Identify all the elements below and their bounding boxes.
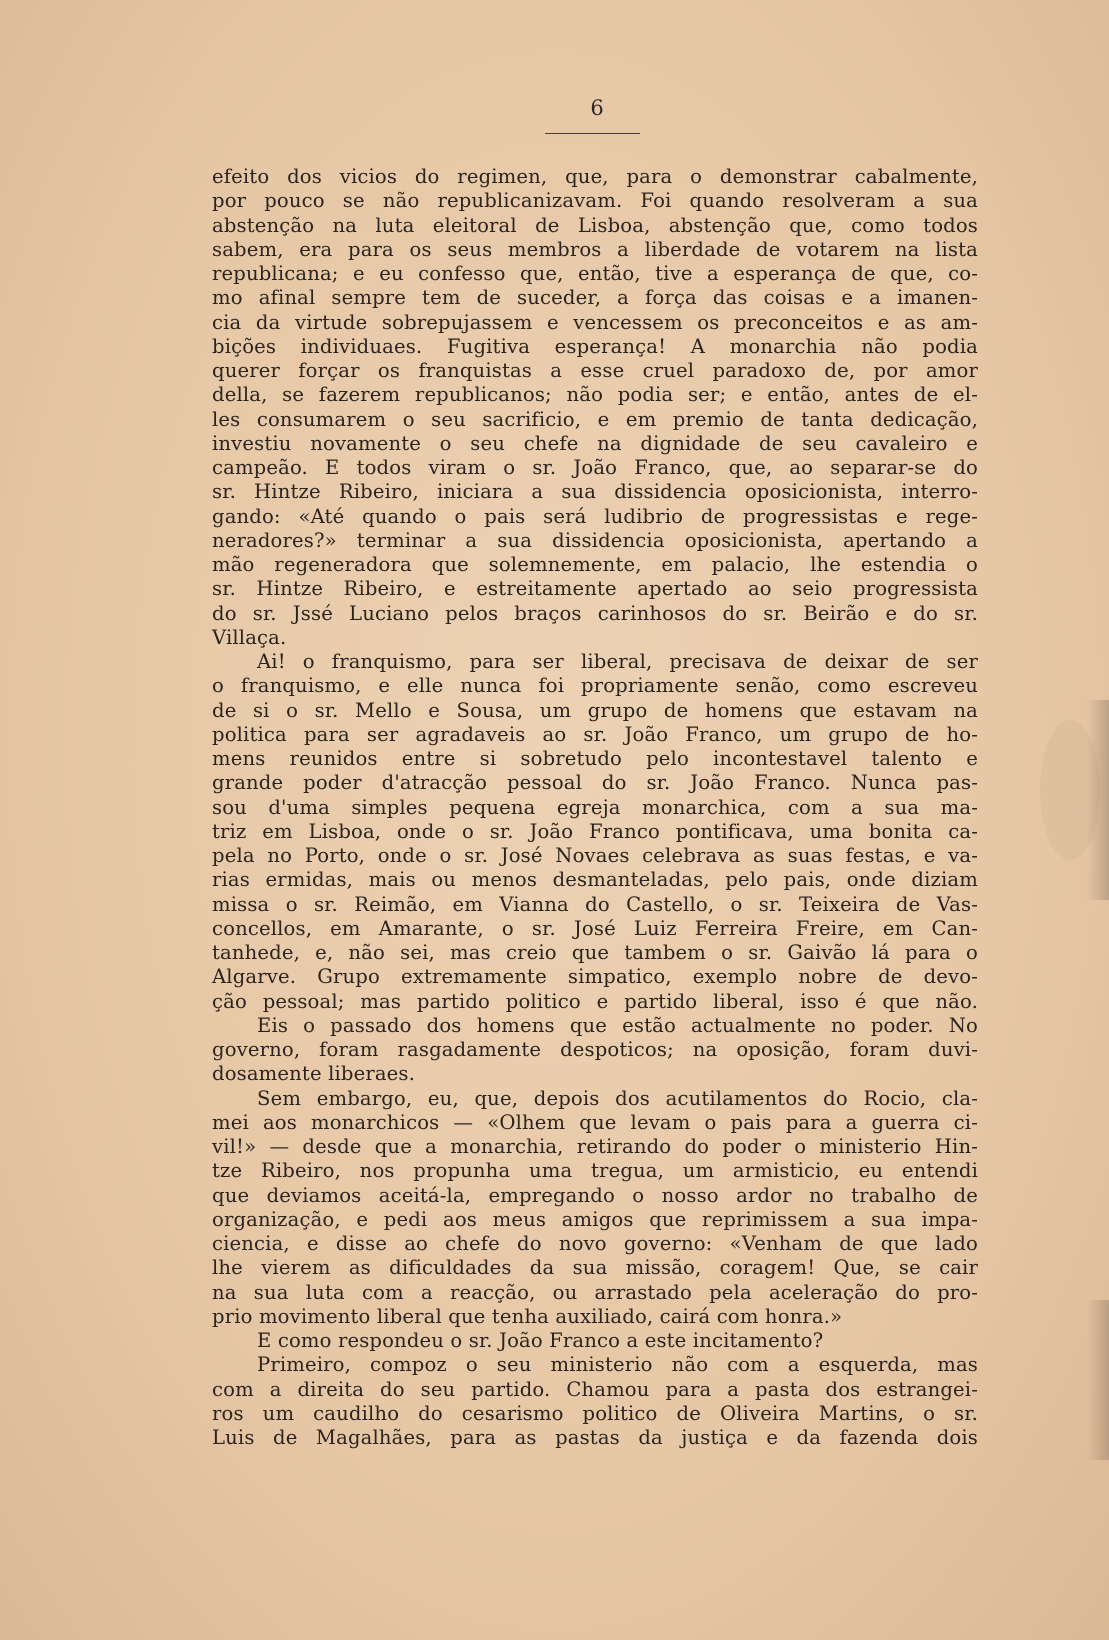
text-line: prio movimento liberal que tenha auxiliado, cairá com honra.» (212, 1304, 843, 1328)
text-line: lhe vierem as dificuldades da sua missão, coragem! Que, se cair (212, 1256, 978, 1280)
text-line: grande poder d'atracção pessoal do sr. João Franco. Nunca pas- (212, 771, 978, 795)
text-line: republicana; e eu confesso que, então, tive a esperança de que, co- (212, 262, 978, 285)
text-line: o franquismo, e elle nunca foi propriamente senão, como escreveu (212, 674, 978, 698)
text-line: della, se fazerem republicanos; não podia ser; e então, antes de el- (212, 383, 978, 407)
text-line: com a direita do seu partido. Chamou para a pasta dos estrangei- (212, 1377, 978, 1401)
text-line: mei aos monarchicos — «Olhem que levam o pais para a guerra ci- (212, 1110, 978, 1134)
text-line: que deviamos aceitá-la, empregando o nosso ardor no trabalho de (212, 1183, 978, 1207)
text-line: sou d'uma simples pequena egreja monarchica, com a sua ma- (212, 795, 978, 819)
text-line: neradores?» terminar a sua dissidencia oposicionista, apertando a (212, 528, 978, 552)
text-line: campeão. E todos viram o sr. João Franco, que, ao separar-se do (212, 456, 978, 479)
text-line: Algarve. Grupo extremamente simpatico, exemplo nobre de devo- (212, 965, 978, 989)
text-line: sabem, era para os seus membros a liberdade de votarem na lista (212, 237, 978, 261)
text-line: vil!» — desde que a monarchia, retirando do poder o ministerio Hin- (212, 1135, 978, 1158)
page-edge-shadow (1087, 1300, 1109, 1460)
text-line: politica para ser agradaveis ao sr. João Franco, um grupo de ho- (212, 722, 978, 746)
text-line: organização, e pedi aos meus amigos que reprimissem a sua impa- (212, 1207, 978, 1231)
text-line: mens reunidos entre si sobretudo pelo incontestavel talento e (212, 747, 978, 770)
text-line: bições individuaes. Fugitiva esperança! A monarchia não podia (212, 334, 978, 358)
text-line: dosamente liberaes. (212, 1062, 416, 1086)
text-line: efeito dos vicios do regimen, que, para o demonstrar cabalmente, (212, 165, 978, 188)
text-line: tanhede, e, não sei, mas creio que tambem o sr. Gaivão lá para o (212, 941, 978, 964)
page-edge-shadow (1087, 700, 1109, 900)
text-line: triz em Lisboa, onde o sr. João Franco pontificava, uma bonita ca- (212, 819, 978, 843)
text-line: mo afinal sempre tem de suceder, a força das coisas e a imanen- (212, 286, 978, 310)
text-line: tze Ribeiro, nos propunha uma tregua, um armisticio, eu entendi (212, 1159, 978, 1183)
text-line: Ai! o franquismo, para ser liberal, precisava de deixar de ser (257, 650, 978, 673)
text-line: Villaça. (212, 625, 287, 649)
text-line: pela no Porto, onde o sr. José Novaes celebrava as suas festas, e va- (212, 844, 978, 867)
text-line: de si o sr. Mello e Sousa, um grupo de homens que estavam na (212, 698, 978, 722)
text-line: por pouco se não republicanizavam. Foi quando resolveram a sua (212, 189, 978, 213)
text-line: les consumarem o seu sacrificio, e em premio de tanta dedicação, (212, 407, 978, 431)
text-line: sr. Hintze Ribeiro, iniciara a sua dissidencia oposicionista, interro- (212, 480, 978, 504)
text-line: concellos, em Amarante, o sr. José Luiz Ferreira Freire, em Can- (212, 916, 978, 940)
page-number: 6 (590, 96, 604, 120)
text-line: Eis o passado dos homens que estão actualmente no poder. No (257, 1013, 978, 1037)
text-line: Luis de Magalhães, para as pastas da justiça e da fazenda dois (212, 1426, 978, 1449)
text-line: missa o sr. Reimão, em Vianna do Castello, o sr. Teixeira de Vas- (212, 892, 978, 916)
text-line: governo, foram rasgadamente despoticos; na oposição, foram duvi- (212, 1038, 978, 1061)
text-line: rias ermidas, mais ou menos desmanteladas, pelo pais, onde diziam (212, 868, 978, 892)
text-line: gando: «Até quando o pais será ludibrio de progressistas e rege- (212, 504, 978, 528)
text-line: Sem embargo, eu, que, depois dos acutilamentos do Rocio, cla- (257, 1086, 978, 1110)
text-line: investiu novamente o seu chefe na dignidade de seu cavaleiro e (212, 431, 978, 455)
text-line: do sr. Jssé Luciano pelos braços carinhosos do sr. Beirão e do sr. (212, 601, 978, 625)
text-line: abstenção na luta eleitoral de Lisboa, abstenção que, como todos (212, 213, 978, 237)
body-text (212, 165, 978, 1450)
text-line: mão regeneradora que solemnemente, em palacio, lhe estendia o (212, 553, 978, 576)
text-line: querer forçar os franquistas a esse cruel paradoxo de, por amor (212, 359, 978, 382)
text-line: ciencia, e disse ao chefe do novo governo: «Venham de que lado (212, 1232, 978, 1255)
text-line: Primeiro, compoz o seu ministerio não com a esquerda, mas (257, 1353, 978, 1377)
text-line: ção pessoal; mas partido politico e partido liberal, isso é que não. (212, 989, 978, 1013)
text-line: E como respondeu o sr. João Franco a este incitamento? (257, 1329, 824, 1352)
text-line: na sua luta com a reacção, ou arrastado pela aceleração do pro- (212, 1280, 978, 1304)
text-line: ros um caudilho do cesarismo politico de Oliveira Martins, o sr. (212, 1401, 978, 1425)
text-line: cia da virtude sobrepujassem e vencessem os preconceitos e as am- (212, 310, 978, 334)
text-line: sr. Hintze Ribeiro, e estreitamente apertado ao seio progressista (212, 577, 978, 601)
header-rule (545, 133, 640, 134)
